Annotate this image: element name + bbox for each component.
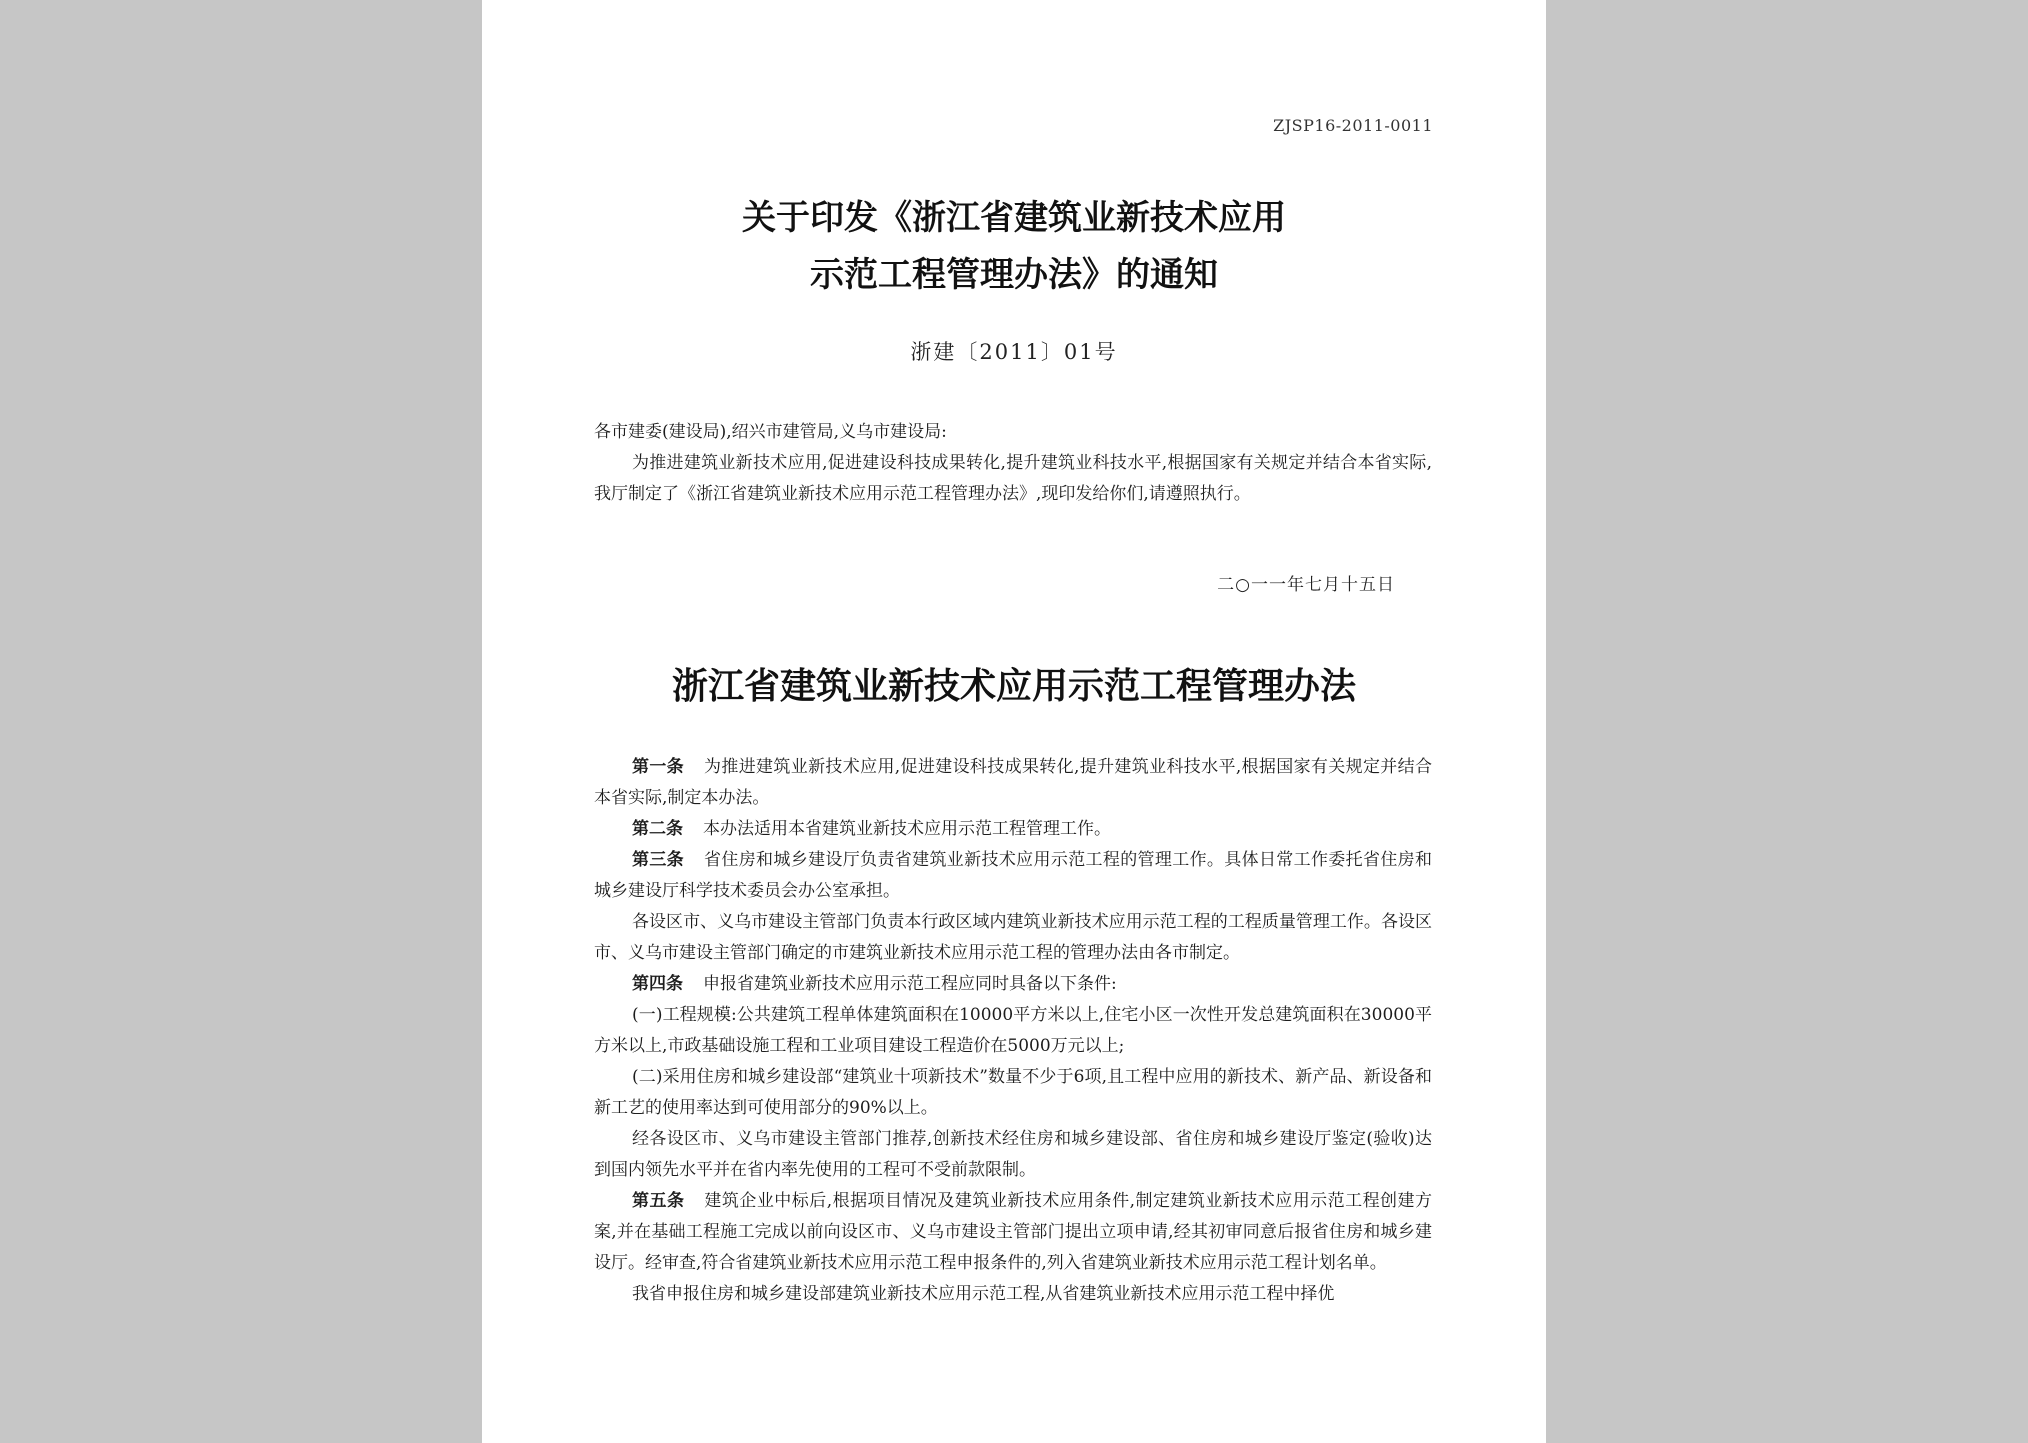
intro-paragraph: 为推进建筑业新技术应用,促进建设科技成果转化,提升建筑业科技水平,根据国家有关规定并结合本省实际,我厅制定了《浙江省建筑业新技术应用示范工程管理办法》,现印发给你们,请遵照执行。 — [594, 453, 1432, 504]
article-text: (一)工程规模:公共建筑工程单体建筑面积在10000平方米以上,住宅小区一次性开发总建筑面积在30000平方米以上,市政基础设施工程和工业项目建设工程造价在5000万元以上; — [594, 1005, 1432, 1056]
document-number: 浙建〔2011〕01号 — [910, 340, 1118, 364]
article-text: 经各设区市、义乌市建设主管部门推荐,创新技术经住房和城乡建设部、省住房和城乡建设厅鉴定(验收)达到国内领先水平并在省内率先使用的工程可不受前款限制。 — [594, 1129, 1432, 1180]
article-paragraph — [594, 1124, 1432, 1186]
article-text: 建筑企业中标后,根据项目情况及建筑业新技术应用条件,制定建筑业新技术应用示范工程创建方案,并在基础工程施工完成以前向设区市、义乌市建设主管部门提出立项申请,经其初审同意后报省住房和城乡建设厅。经审查,符合省建筑业新技术应用示范工程申报条件的,列入省建筑业新技术应用示范工程计划名单。 — [594, 1191, 1433, 1273]
article-paragraph — [594, 1000, 1432, 1062]
article-paragraph — [594, 907, 1432, 969]
article-paragraph — [594, 1186, 1432, 1279]
article-paragraph — [594, 1062, 1432, 1124]
article-label: 第五条 — [632, 1191, 685, 1211]
rules-body — [594, 752, 1432, 1310]
document-code: ZJSP16-2011-0011 — [1273, 116, 1433, 135]
article-text: 申报省建筑业新技术应用示范工程应同时具备以下条件: — [703, 974, 1117, 994]
article-label: 第三条 — [632, 850, 685, 870]
notice-title — [482, 190, 1546, 304]
article-label: 第二条 — [632, 819, 683, 839]
addressee: 各市建委(建设局),绍兴市建管局,义乌市建设局: — [594, 422, 947, 442]
article-paragraph — [594, 845, 1432, 907]
notice-title-line2: 示范工程管理办法》的通知 — [810, 255, 1218, 295]
article-label: 第一条 — [632, 757, 685, 777]
issue-date: 二○一一年七月十五日 — [1217, 575, 1395, 595]
article-paragraph — [594, 969, 1432, 1000]
article-paragraph — [594, 1279, 1432, 1310]
article-text: 为推进建筑业新技术应用,促进建设科技成果转化,提升建筑业科技水平,根据国家有关规定并结合本省实际,制定本办法。 — [594, 757, 1432, 808]
article-label: 第四条 — [632, 974, 683, 994]
rules-title: 浙江省建筑业新技术应用示范工程管理办法 — [671, 665, 1356, 707]
document-page — [482, 0, 1546, 1443]
article-text: 本办法适用本省建筑业新技术应用示范工程管理工作。 — [703, 819, 1111, 839]
article-paragraph — [594, 752, 1432, 814]
notice-title-line1: 关于印发《浙江省建筑业新技术应用 — [742, 198, 1286, 238]
article-text: 省住房和城乡建设厅负责省建筑业新技术应用示范工程的管理工作。具体日常工作委托省住房和城乡建设厅科学技术委员会办公室承担。 — [594, 850, 1433, 901]
article-paragraph — [594, 814, 1432, 845]
article-text: 各设区市、义乌市建设主管部门负责本行政区域内建筑业新技术应用示范工程的工程质量管理工作。各设区市、义乌市建设主管部门确定的市建筑业新技术应用示范工程的管理办法由各市制定。 — [594, 912, 1432, 963]
article-text: (二)采用住房和城乡建设部“建筑业十项新技术”数量不少于6项,且工程中应用的新技术、新产品、新设备和新工艺的使用率达到可使用部分的90%以上。 — [594, 1067, 1432, 1118]
article-text: 我省申报住房和城乡建设部建筑业新技术应用示范工程,从省建筑业新技术应用示范工程中择优 — [632, 1284, 1335, 1304]
